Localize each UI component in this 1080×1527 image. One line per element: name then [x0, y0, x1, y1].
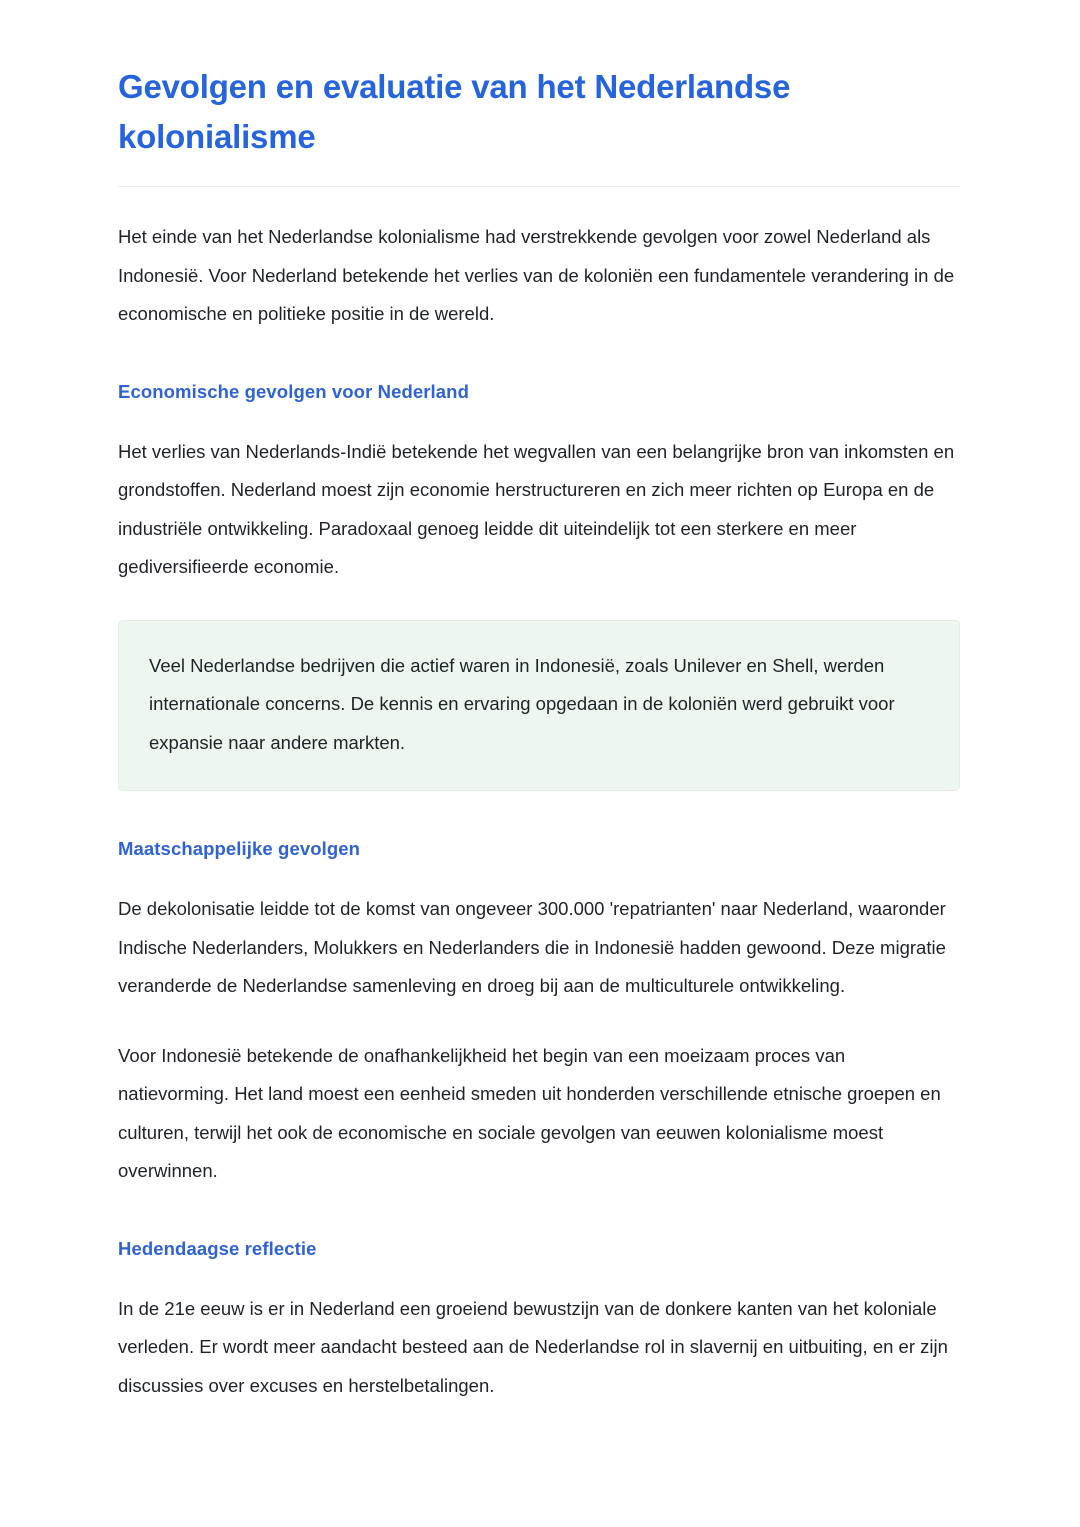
section-paragraph: Voor Indonesië betekende de onafhankelijkheid het begin van een moeizaam proces van natievorming. Het land moest een eenheid smeden uit honderden verschillende etnische groepen en culturen, terwijl het ook de economische en sociale gevolgen van eeuwen kolonialisme moest overwinnen.	[118, 1044, 941, 1181]
intro-paragraph: Het einde van het Nederlandse kolonialisme had verstrekkende gevolgen voor zowel Nederland als Indonesië. Voor Nederland betekende het verlies van de koloniën een fundamentele verandering in de economische en politieke positie in de wereld.	[118, 226, 955, 324]
page-title: Gevolgen en evaluatie van het Nederlandse kolonialisme	[118, 68, 791, 155]
section-paragraph: In de 21e eeuw is er in Nederland een groeiend bewustzijn van de donkere kanten van het koloniale verleden. Er wordt meer aandacht besteed aan de Nederlandse rol in slavernij en uitbuiting, en er zijn discussies over excuses en herstelbetalingen.	[118, 1297, 948, 1396]
section-heading-maatschappelijke-gevolgen: Maatschappelijke gevolgen	[118, 838, 361, 859]
callout-text: Veel Nederlandse bedrijven die actief waren in Indonesië, zoals Unilever en Shell, werden internationale concerns. De kennis en ervaring opgedaan in de koloniën werd gebruikt voor expansie naar andere markten.	[149, 654, 895, 753]
section-heading-economische-gevolgen: Economische gevolgen voor Nederland	[118, 380, 469, 402]
section-paragraph: De dekolonisatie leidde tot de komst van ongeveer 300.000 'repatrianten' naar Nederland, waaronder Indische Nederlanders, Molukkers en Nederlanders die in Indonesië hadden gewoond. Deze migratie veranderde de Nederlandse samenleving en droeg bij aan de multiculturele ontwikkeling.	[118, 898, 946, 996]
callout-box-economische-gevolgen	[118, 620, 960, 792]
article-body	[118, 62, 960, 1405]
section-heading-hedendaagse-reflectie: Hedendaagse reflectie	[118, 1237, 317, 1259]
section-paragraph: Het verlies van Nederlands-Indië betekende het wegvallen van een belangrijke bron van inkomsten en grondstoffen. Nederland moest zijn economie herstructureren en zich meer richten op Europa en de industriële ontwikkeling. Paradoxaal genoeg leidde dit uiteindelijk tot een sterkere en meer gediversifieerde economie.	[118, 440, 955, 577]
title-divider	[118, 186, 960, 187]
